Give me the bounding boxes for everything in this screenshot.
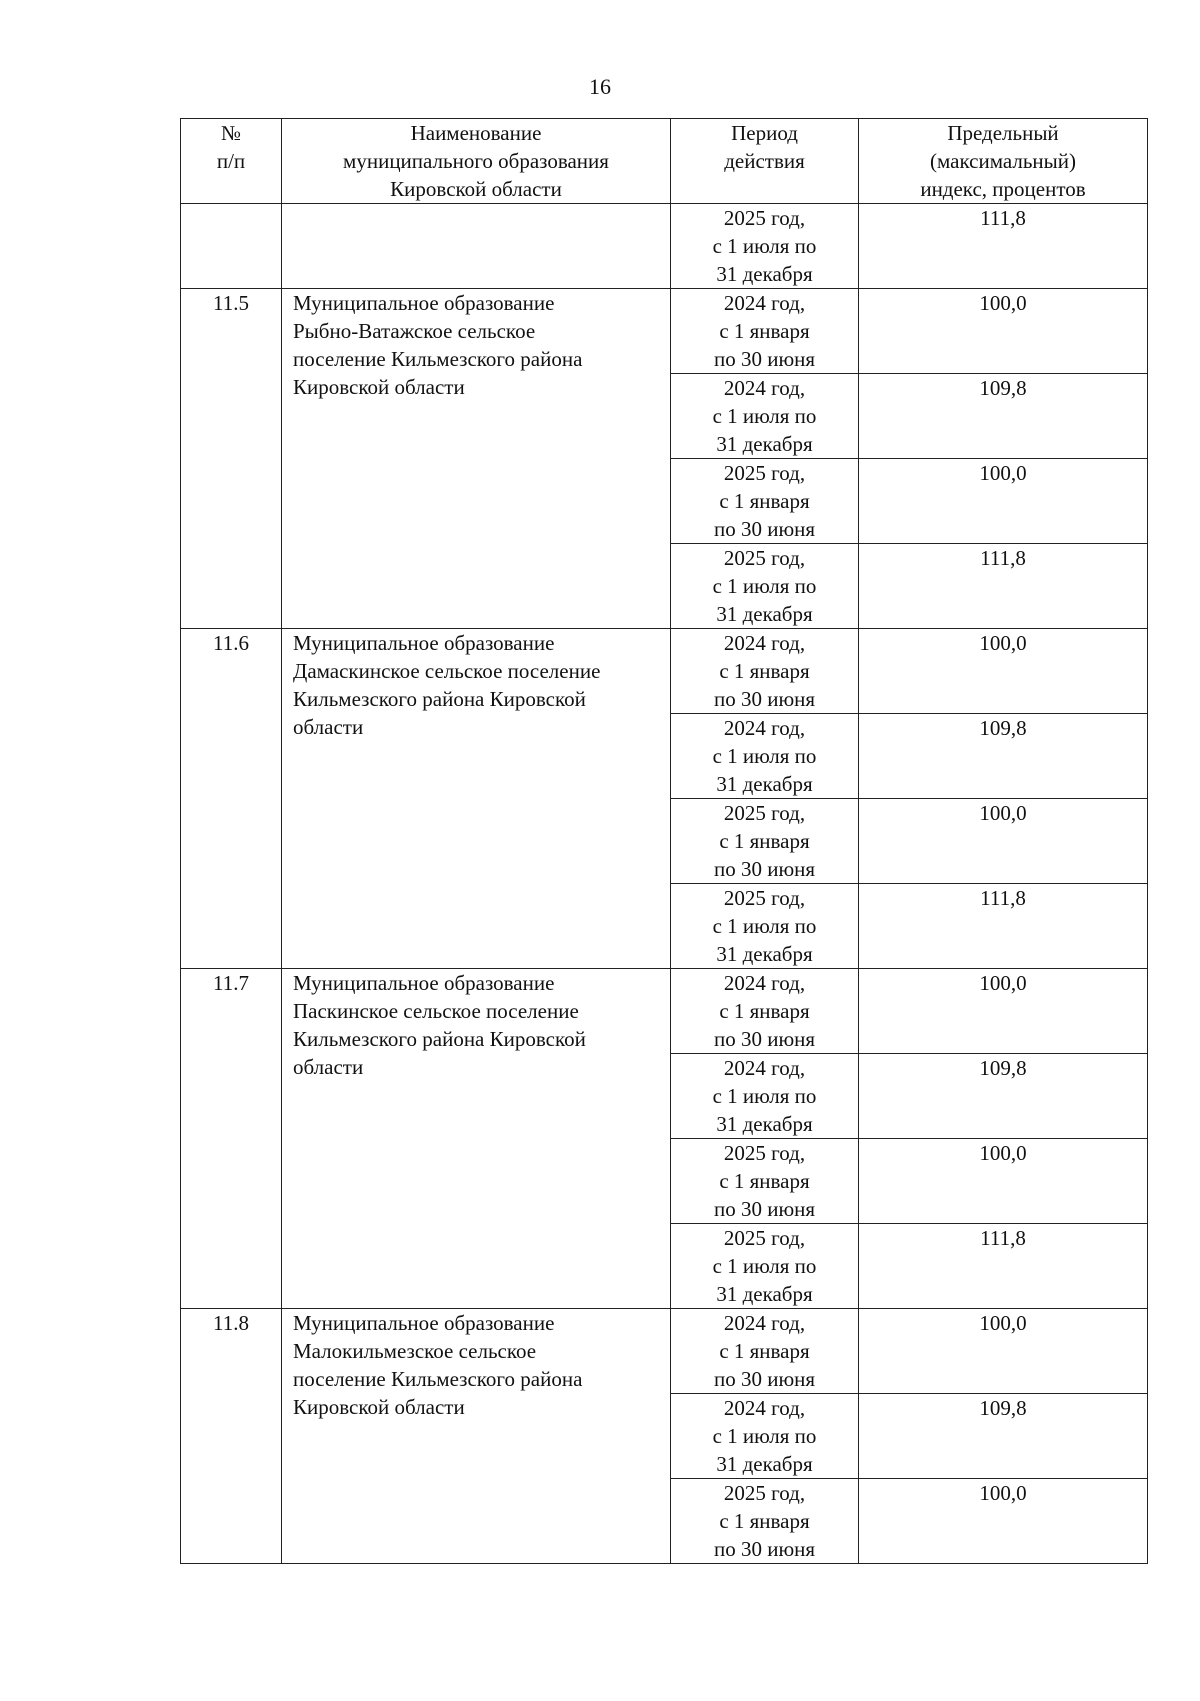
index-value-cell: 100,0: [859, 799, 1148, 884]
period-line: по 30 июня: [713, 1537, 816, 1561]
period-cell: [671, 714, 859, 799]
period-line: 2025 год,: [723, 801, 806, 825]
index-value-cell: 109,8: [859, 714, 1148, 799]
period-line: 2025 год,: [723, 206, 806, 230]
period-line: 31 декабря: [716, 432, 813, 456]
period-line: 2024 год,: [723, 1056, 806, 1080]
index-value-cell: 111,8: [859, 204, 1148, 289]
period-line: с 1 июля по: [712, 574, 817, 598]
period-line: с 1 июля по: [712, 914, 817, 938]
municipality-name-line: поселение Кильмезского района: [293, 1367, 583, 1391]
period-cell: [671, 1054, 859, 1139]
period-cell: [671, 884, 859, 969]
table-row: [181, 1309, 1148, 1394]
period-line: с 1 января: [719, 829, 810, 853]
period-cell: [671, 1394, 859, 1479]
period-line: 31 декабря: [716, 772, 813, 796]
municipality-name-line: Муниципальное образование: [293, 971, 555, 995]
municipality-name-line: Паскинское сельское поселение: [293, 999, 579, 1023]
period-line: по 30 июня: [713, 857, 816, 881]
header-index-line: (максимальный): [930, 149, 1076, 173]
table-row: [181, 204, 1148, 289]
municipality-name-line: Муниципальное образование: [293, 631, 555, 655]
header-period-line: действия: [724, 149, 805, 173]
period-line: 2025 год,: [723, 461, 806, 485]
municipality-name-cell: [282, 969, 671, 1309]
row-number-cell: 11.5: [181, 289, 282, 629]
period-line: с 1 января: [719, 999, 810, 1023]
period-line: 2025 год,: [723, 1481, 806, 1505]
period-cell: [671, 544, 859, 629]
table-row: [181, 289, 1148, 374]
municipality-name-cell: [282, 289, 671, 629]
municipality-name-line: Кировской области: [293, 1395, 465, 1419]
period-line: с 1 января: [719, 489, 810, 513]
tariff-index-table: [180, 118, 1148, 1564]
index-value-cell: 100,0: [859, 459, 1148, 544]
header-period: [671, 119, 859, 204]
header-name-line: муниципального образования: [343, 149, 609, 173]
municipality-name-line: Малокильмезское сельское: [293, 1339, 537, 1363]
header-name-line: Наименование: [410, 121, 542, 145]
period-cell: [671, 1309, 859, 1394]
municipality-name-line: Дамаскинское сельское поселение: [293, 659, 601, 683]
header-name: [282, 119, 671, 204]
period-cell: [671, 629, 859, 714]
municipality-name-cell: [282, 1309, 671, 1564]
index-value-cell: 109,8: [859, 1394, 1148, 1479]
period-cell: [671, 374, 859, 459]
index-value-cell: 100,0: [859, 1479, 1148, 1564]
period-line: 2024 год,: [723, 1311, 806, 1335]
period-cell: [671, 969, 859, 1054]
period-line: по 30 июня: [713, 1027, 816, 1051]
period-line: по 30 июня: [713, 687, 816, 711]
period-cell: [671, 289, 859, 374]
index-value-cell: 100,0: [859, 969, 1148, 1054]
period-cell: [671, 1139, 859, 1224]
municipality-name-line: Кильмезского района Кировской: [293, 687, 586, 711]
index-value-cell: 100,0: [859, 1139, 1148, 1224]
period-line: 31 декабря: [716, 1112, 813, 1136]
period-line: 31 декабря: [716, 942, 813, 966]
period-line: с 1 июля по: [712, 744, 817, 768]
index-value-cell: 100,0: [859, 1309, 1148, 1394]
table-body: [181, 204, 1148, 1564]
municipality-name-line: области: [293, 1055, 364, 1079]
header-num-line: п/п: [216, 149, 246, 173]
row-number-cell: 11.7: [181, 969, 282, 1309]
table-row: [181, 969, 1148, 1054]
period-line: с 1 января: [719, 319, 810, 343]
index-value-cell: 111,8: [859, 1224, 1148, 1309]
page-number: 16: [589, 74, 611, 99]
header-period-line: Период: [731, 121, 798, 145]
period-line: 2024 год,: [723, 291, 806, 315]
period-line: 2025 год,: [723, 886, 806, 910]
period-line: 2024 год,: [723, 631, 806, 655]
municipality-name-line: Кировской области: [293, 375, 465, 399]
period-cell: [671, 1224, 859, 1309]
header-index-line: Предельный: [947, 121, 1059, 145]
period-line: с 1 июля по: [712, 1424, 817, 1448]
period-line: 31 декабря: [716, 262, 813, 286]
municipality-name-line: поселение Кильмезского района: [293, 347, 583, 371]
municipality-name-cell: [282, 629, 671, 969]
municipality-name-line: области: [293, 715, 364, 739]
index-value-cell: 100,0: [859, 629, 1148, 714]
period-line: 31 декабря: [716, 1282, 813, 1306]
period-line: по 30 июня: [713, 1367, 816, 1391]
period-line: с 1 июля по: [712, 1254, 817, 1278]
row-number-cell: 11.8: [181, 1309, 282, 1564]
period-line: 2025 год,: [723, 1141, 806, 1165]
period-line: 31 декабря: [716, 602, 813, 626]
period-line: с 1 июля по: [712, 404, 817, 428]
municipality-name-line: Муниципальное образование: [293, 291, 555, 315]
municipality-name-cell: [282, 204, 671, 289]
municipality-name-line: Муниципальное образование: [293, 1311, 555, 1335]
header-num: [181, 119, 282, 204]
header-name-line: Кировской области: [390, 177, 562, 201]
period-line: 2024 год,: [723, 716, 806, 740]
municipality-name-line: Кильмезского района Кировской: [293, 1027, 586, 1051]
period-cell: [671, 1479, 859, 1564]
period-line: с 1 января: [719, 1509, 810, 1533]
header-index: [859, 119, 1148, 204]
period-line: 2024 год,: [723, 376, 806, 400]
table-header-row: [181, 119, 1148, 204]
period-line: 2025 год,: [723, 546, 806, 570]
period-line: 2024 год,: [723, 1396, 806, 1420]
municipality-name-line: Рыбно-Ватажское сельское: [293, 319, 536, 343]
index-value-cell: 111,8: [859, 884, 1148, 969]
period-line: с 1 января: [719, 1169, 810, 1193]
index-value-cell: 109,8: [859, 1054, 1148, 1139]
period-cell: [671, 459, 859, 544]
index-value-cell: 109,8: [859, 374, 1148, 459]
row-number-cell: 11.6: [181, 629, 282, 969]
period-line: с 1 июля по: [712, 234, 817, 258]
period-cell: [671, 799, 859, 884]
table-row: [181, 629, 1148, 714]
header-index-line: индекс, процентов: [920, 177, 1086, 201]
period-line: по 30 июня: [713, 347, 816, 371]
period-line: с 1 января: [719, 659, 810, 683]
row-number-cell: [181, 204, 282, 289]
index-value-cell: 111,8: [859, 544, 1148, 629]
period-line: по 30 июня: [713, 517, 816, 541]
index-value-cell: 100,0: [859, 289, 1148, 374]
period-line: по 30 июня: [713, 1197, 816, 1221]
period-cell: [671, 204, 859, 289]
period-line: 31 декабря: [716, 1452, 813, 1476]
period-line: 2024 год,: [723, 971, 806, 995]
period-line: с 1 июля по: [712, 1084, 817, 1108]
period-line: 2025 год,: [723, 1226, 806, 1250]
period-line: с 1 января: [719, 1339, 810, 1363]
header-num-line: №: [220, 121, 242, 145]
